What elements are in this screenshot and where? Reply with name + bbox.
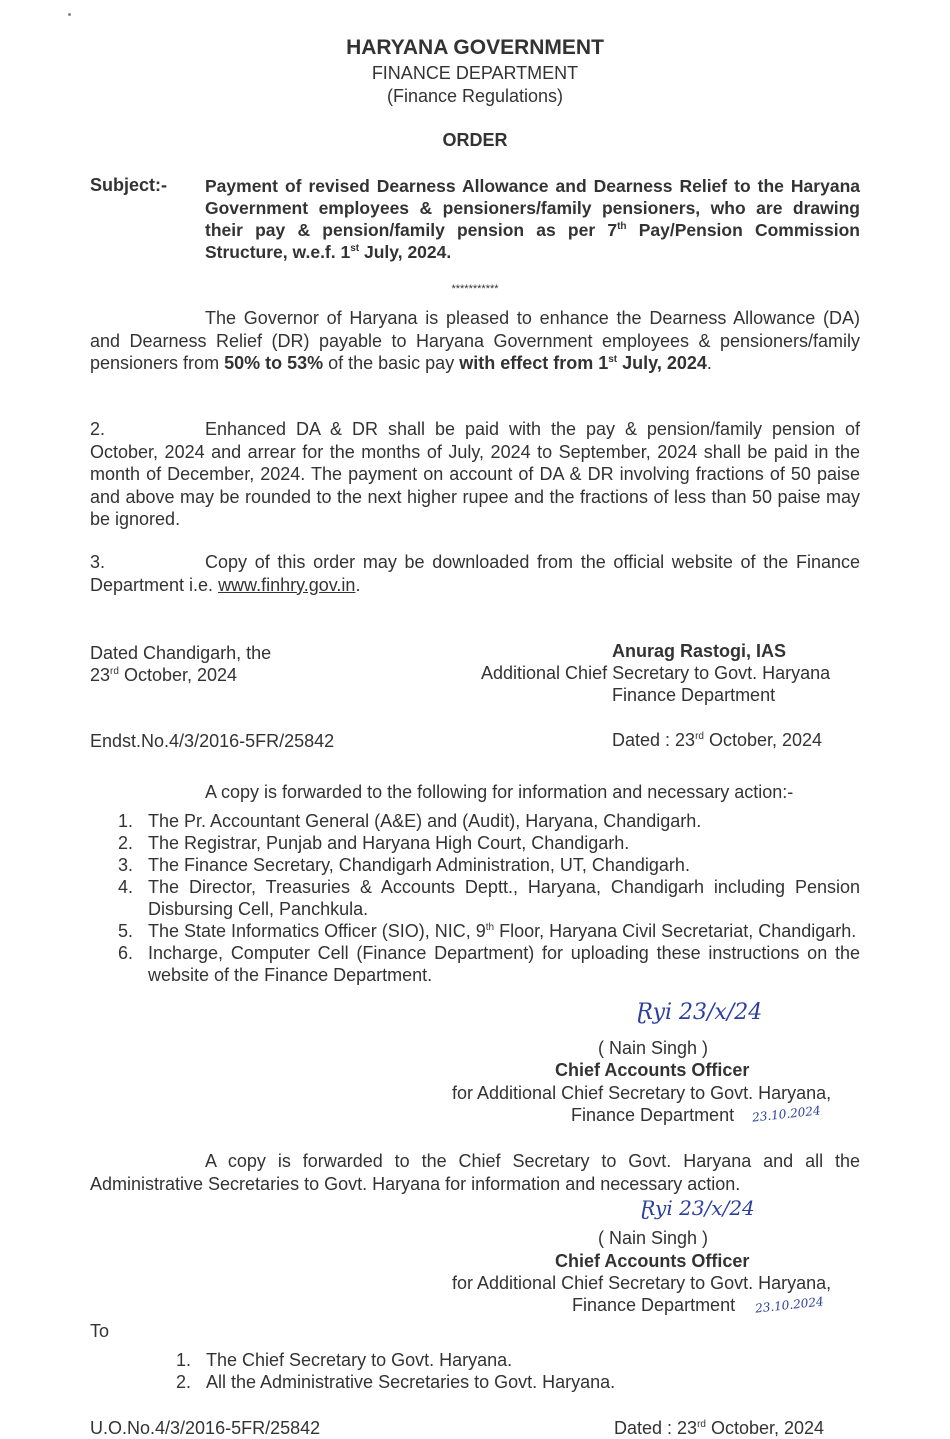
scan-speck	[68, 13, 71, 16]
list-item: 3. The Finance Secretary, Chandigarh Administration, UT, Chandigarh.	[118, 855, 690, 875]
list-item: 5. The State Informatics Officer (SIO), NIC, 9th Floor, Haryana Civil Secretariat, Chandigarh.	[118, 921, 857, 941]
to-list	[176, 1349, 615, 1393]
initial-date: 23.10.2024	[754, 1294, 825, 1316]
officer-name: ( Nain Singh )	[598, 1038, 709, 1058]
officer-department: Finance Department	[571, 1105, 735, 1125]
officer-name: ( Nain Singh )	[598, 1228, 709, 1248]
officer-title: Chief Accounts Officer	[555, 1251, 750, 1271]
subject-label: Subject:-	[90, 175, 168, 195]
signatory-department: Finance Department	[612, 685, 776, 705]
website-link[interactable]: www.finhry.gov.in	[218, 574, 356, 595]
forward-intro: A copy is forwarded to the following for information and necessary action:-	[205, 782, 794, 802]
officer-department: Finance Department	[572, 1295, 736, 1315]
endorsement-number: Endst.No.4/3/2016-5FR/25842	[90, 731, 335, 751]
officer-for-line: for Additional Chief Secretary to Govt. Haryana,	[452, 1083, 832, 1103]
uo-date: Dated : 23rd October, 2024	[614, 1418, 825, 1438]
dated-place: Dated Chandigarh, the 23rd October, 2024	[90, 643, 272, 685]
document-type-title: ORDER	[442, 130, 508, 150]
list-item: 4. The Director, Treasuries & Accounts Deptt., Haryana, Chandigarh including Pension Disbursing Cell, Panchkula.	[118, 877, 860, 919]
signatory-name: Anurag Rastogi, IAS	[612, 641, 787, 661]
handwritten-signature: Ɽyi 23/x/24	[636, 1000, 763, 1025]
list-item: 2. All the Administrative Secretaries to Govt. Haryana.	[176, 1372, 616, 1392]
to-label: To	[90, 1321, 110, 1341]
list-item: 1. The Chief Secretary to Govt. Haryana.	[176, 1350, 513, 1370]
forward-paragraph-2: A copy is forwarded to the Chief Secretary to Govt. Haryana and all the Administrative Secretaries to Govt. Haryana for information and necessary action.	[90, 1151, 860, 1194]
separator-stars: ***********	[451, 283, 499, 295]
government-heading: HARYANA GOVERNMENT	[346, 36, 604, 59]
department-heading: FINANCE DEPARTMENT	[371, 63, 579, 83]
branch-heading: (Finance Regulations)	[386, 86, 564, 106]
list-item: 2. The Registrar, Punjab and Haryana High Court, Chandigarh.	[118, 833, 630, 853]
subject-text: Payment of revised Dearness Allowance and Dearness Relief to the Haryana Government employees & pensioners/family pensioners, who are drawing their pay & pension/family pension as per 7th Pay/Pension Commission Structure, w.e.f. 1st July, 2024.	[205, 176, 860, 262]
officer-title: Chief Accounts Officer	[555, 1060, 750, 1080]
handwritten-signature: Ɽyi 23/x/24	[640, 1196, 755, 1220]
paragraph-1: The Governor of Haryana is pleased to enhance the Dearness Allowance (DA) and Dearness Relief (DR) payable to Haryana Government employees & pensioners/family pensioners from 50% to 53% of the basic pay with effect from 1st July, 2024.	[90, 308, 860, 373]
paragraph-3: 3. Copy of this order may be downloaded from the official website of the Finance Department i.e. www.finhry.gov.in.	[90, 552, 860, 595]
list-item: 1. The Pr. Accountant General (A&E) and (Audit), Haryana, Chandigarh.	[118, 811, 702, 831]
list-item: 6. Incharge, Computer Cell (Finance Department) for uploading these instructions on the website of the Finance Department.	[118, 943, 860, 985]
initial-date: 23.10.2024	[751, 1103, 822, 1125]
forward-list	[118, 810, 860, 986]
officer-for-line: for Additional Chief Secretary to Govt. Haryana,	[452, 1273, 832, 1293]
uo-number: U.O.No.4/3/2016-5FR/25842	[90, 1418, 321, 1438]
endorsement-date: Dated : 23rd October, 2024	[612, 730, 823, 750]
signatory-designation: Additional Chief Secretary to Govt. Haryana	[481, 663, 831, 683]
paragraph-2: 2. Enhanced DA & DR shall be paid with the pay & pension/family pension of October, 2024 and arrear for the months of July, 2024 to September, 2024 shall be paid in the month of December, 2024. The payment on account of DA & DR involving fractions of 50 paise and above may be rounded to the next higher rupee and the fractions of less than 50 paise may be ignored.	[90, 419, 860, 529]
